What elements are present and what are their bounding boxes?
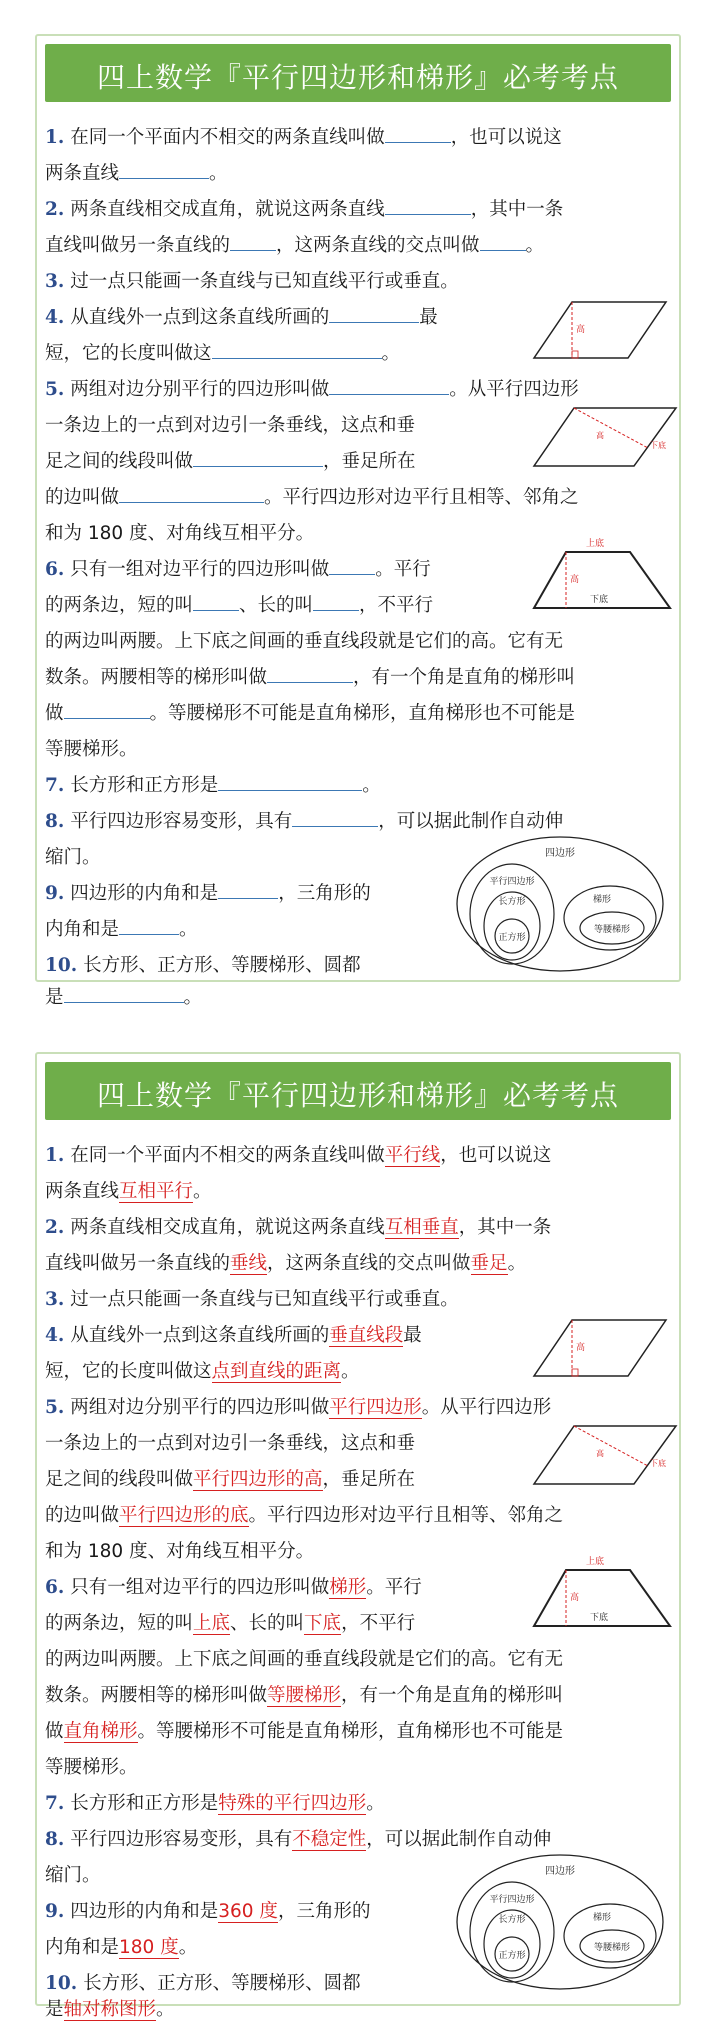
isosceles-trapezoid-label: 等腰梯形 — [593, 925, 631, 935]
question-9-cont: 内角和是 。 — [45, 912, 198, 948]
trapezoid-figure — [530, 532, 680, 614]
answer: 上底 — [193, 1613, 231, 1634]
question-4: 4. 从直线外一点到这条直线所画的 最 — [45, 300, 438, 336]
height-label: 高 — [570, 575, 580, 585]
question-1: 1. 在同一个平面内不相交的两条直线叫做 ，也可以说这 — [45, 120, 562, 156]
question-6-cont: 的两条边，短的叫 、长的叫 ，不平行 — [45, 588, 433, 624]
page-title: 四上数学『平行四边形和梯形』必考考点 — [96, 61, 619, 94]
blank[interactable] — [292, 804, 378, 827]
question-6-cont: 数条。两腰相等的梯形叫做 ，有一个角是直角的梯形叫 — [45, 660, 575, 696]
title-banner — [45, 1062, 671, 1120]
question-9-cont: 内角和是180 度。 — [45, 1937, 198, 1958]
quadrilateral-label: 四边形 — [545, 1866, 575, 1877]
question-1: 1. 在同一个平面内不相交的两条直线叫做平行线，也可以说这 — [45, 1145, 552, 1166]
question-6: 6. 只有一组对边平行的四边形叫做梯形。平行 — [45, 1577, 422, 1598]
question-5-cont: 的边叫做平行四边形的底。平行四边形对边平行且相等、邻角之 — [45, 1505, 564, 1526]
question-7: 7. 长方形和正方形是特殊的平行四边形。 — [45, 1793, 385, 1814]
rectangle-label: 长方形 — [498, 1915, 526, 1925]
height-label: 高 — [596, 431, 604, 440]
answer: 直角梯形 — [63, 1721, 138, 1742]
blank[interactable] — [329, 552, 375, 575]
question-6-cont: 做 。等腰梯形不可能是直角梯形，直角梯形也不可能是 — [45, 696, 575, 732]
trapezoid-figure — [530, 1550, 680, 1632]
blank[interactable] — [119, 156, 209, 179]
height-label: 高 — [576, 325, 586, 335]
answer: 特殊的平行四边形 — [218, 1793, 367, 1814]
question-6-cont: 的两条边，短的叫上底、长的叫下底，不平行 — [45, 1613, 416, 1634]
question-5-cont: 和为 180 度、对角线互相平分。 — [45, 523, 315, 544]
question-2-cont: 直线叫做另一条直线的 ，这两条直线的交点叫做 。 — [45, 228, 544, 264]
question-4-cont: 短，它的长度叫做这点到直线的距离。 — [45, 1361, 360, 1382]
answer: 垂线 — [230, 1253, 268, 1274]
answer: 轴对称图形 — [63, 1999, 157, 2020]
parallelogram-height-figure — [530, 294, 670, 368]
blank[interactable] — [119, 912, 179, 935]
parallelogram-diagonal-height-figure — [530, 1420, 680, 1494]
trapezoid-label: 梯形 — [592, 1913, 612, 1923]
question-6-cont: 的两边叫两腰。上下底之间画的垂直线段就是它们的高。它有无 — [45, 631, 564, 652]
height-label: 高 — [596, 1449, 604, 1458]
blank[interactable] — [329, 372, 449, 395]
question-8-cont: 缩门。 — [45, 847, 101, 868]
answer-suffix: 。 — [156, 1999, 175, 2020]
page-title: 四上数学『平行四边形和梯形』必考考点 — [96, 1079, 619, 1112]
title-banner — [45, 44, 671, 102]
blank[interactable] — [329, 300, 419, 323]
answer: 互相垂直 — [384, 1217, 459, 1238]
question-8: 8. 平行四边形容易变形，具有 ，可以据此制作自动伸 — [45, 804, 563, 840]
question-9: 9. 四边形的内角和是 ，三角形的 — [45, 876, 371, 912]
question-6-cont: 等腰梯形。 — [45, 1757, 138, 1778]
question-1-cont: 两条直线 。 — [45, 156, 228, 192]
rectangle-label: 长方形 — [498, 897, 526, 907]
quadrilateral-label: 四边形 — [545, 848, 575, 859]
answer: 不稳定性 — [292, 1829, 367, 1850]
answer-prefix: 是 — [45, 1999, 64, 2020]
question-9: 9. 四边形的内角和是360 度，三角形的 — [45, 1901, 371, 1922]
question-2: 2. 两条直线相交成直角，就说这两条直线 ，其中一条 — [45, 192, 563, 228]
answer: 垂足 — [470, 1253, 508, 1274]
blank[interactable] — [313, 588, 359, 611]
question-5-cont: 足之间的线段叫做平行四边形的高，垂足所在 — [45, 1469, 416, 1490]
answer: 互相平行 — [119, 1181, 194, 1202]
question-5-cont: 的边叫做 。平行四边形对边平行且相等、邻角之 — [45, 480, 579, 516]
blank[interactable] — [480, 228, 526, 251]
quadrilateral-venn-figure — [452, 834, 666, 974]
blank[interactable] — [385, 120, 451, 143]
blank[interactable] — [218, 768, 362, 791]
answer: 平行四边形的高 — [193, 1469, 323, 1490]
blank[interactable] — [64, 980, 184, 1003]
blank[interactable] — [230, 228, 276, 251]
question-2: 2. 两条直线相交成直角，就说这两条直线互相垂直，其中一条 — [45, 1217, 552, 1238]
question-10-cont: 是 。 — [45, 980, 202, 1016]
parallelogram-height-figure — [530, 1312, 670, 1386]
answer: 垂直线段 — [329, 1325, 404, 1346]
height-label: 高 — [576, 1343, 586, 1353]
question-5-cont: 一条边上的一点到对边引一条垂线，这点和垂 — [45, 415, 416, 436]
answer: 点到直线的距离 — [211, 1361, 342, 1382]
parallelogram-diagonal-height-figure — [530, 402, 680, 476]
worksheet-answers — [35, 1052, 681, 2020]
answer: 平行四边形的底 — [119, 1505, 249, 1526]
answer: 360 度 — [218, 1901, 278, 1922]
isosceles-trapezoid-label: 等腰梯形 — [593, 1943, 631, 1953]
answer: 180 度 — [119, 1937, 179, 1958]
question-2-cont: 直线叫做另一条直线的垂线，这两条直线的交点叫做垂足。 — [45, 1253, 527, 1274]
blank[interactable] — [193, 588, 239, 611]
blank[interactable] — [193, 444, 323, 467]
question-6-cont: 数条。两腰相等的梯形叫做等腰梯形，有一个角是直角的梯形叫 — [45, 1685, 564, 1706]
base-label: 下底 — [650, 1459, 666, 1468]
parallelogram-label: 平行四边形 — [489, 1895, 535, 1905]
question-1-cont: 两条直线互相平行。 — [45, 1181, 212, 1202]
question-8-cont: 缩门。 — [45, 1865, 101, 1886]
question-10-cont — [45, 1996, 175, 2024]
bottom-base-label: 下底 — [590, 595, 609, 605]
height-label: 高 — [570, 1593, 580, 1603]
blank[interactable] — [212, 336, 382, 359]
question-5-cont: 一条边上的一点到对边引一条垂线，这点和垂 — [45, 1433, 416, 1454]
worksheet-blank — [35, 34, 681, 1008]
trapezoid-label: 梯形 — [592, 895, 612, 905]
blank[interactable] — [267, 660, 353, 683]
parallelogram-label: 平行四边形 — [489, 877, 535, 887]
answer: 平行四边形 — [329, 1397, 422, 1418]
question-5-cont: 足之间的线段叫做 ，垂足所在 — [45, 444, 416, 480]
question-8: 8. 平行四边形容易变形，具有不稳定性，可以据此制作自动伸 — [45, 1829, 552, 1850]
quadrilateral-venn-figure — [452, 1852, 666, 1992]
question-10: 10. 长方形、正方形、等腰梯形、圆都 — [45, 1973, 361, 1994]
bottom-base-label: 下底 — [590, 1613, 609, 1623]
blank[interactable] — [64, 696, 150, 719]
top-base-label: 上底 — [586, 1557, 605, 1567]
question-3: 3. 过一点只能画一条直线与已知直线平行或垂直。 — [45, 1289, 459, 1310]
square-label: 正方形 — [498, 933, 526, 943]
square-label: 正方形 — [498, 1951, 526, 1961]
question-4: 4. 从直线外一点到这条直线所画的垂直线段最 — [45, 1325, 422, 1346]
question-3: 3. 过一点只能画一条直线与已知直线平行或垂直。 — [45, 271, 459, 292]
question-6: 6. 只有一组对边平行的四边形叫做 。平行 — [45, 552, 431, 588]
question-6-cont: 做直角梯形。等腰梯形不可能是直角梯形，直角梯形也不可能是 — [45, 1721, 564, 1742]
question-4-cont: 短，它的长度叫做这 。 — [45, 336, 400, 372]
blank[interactable] — [218, 876, 278, 899]
question-7: 7. 长方形和正方形是 。 — [45, 768, 381, 804]
answer: 梯形 — [329, 1577, 367, 1598]
answer: 平行线 — [384, 1145, 441, 1166]
question-10: 10. 长方形、正方形、等腰梯形、圆都 — [45, 955, 361, 976]
base-label: 下底 — [650, 441, 666, 450]
question-6-cont: 的两边叫两腰。上下底之间画的垂直线段就是它们的高。它有无 — [45, 1649, 564, 1670]
blank[interactable] — [119, 480, 264, 503]
blank[interactable] — [385, 192, 471, 215]
top-base-label: 上底 — [586, 539, 605, 549]
answer: 下底 — [304, 1613, 342, 1634]
answer: 等腰梯形 — [267, 1685, 342, 1706]
question-5: 5. 两组对边分别平行的四边形叫做平行四边形。从平行四边形 — [45, 1397, 552, 1418]
question-5-cont: 和为 180 度、对角线互相平分。 — [45, 1541, 315, 1562]
question-6-cont: 等腰梯形。 — [45, 739, 138, 760]
question-5: 5. 两组对边分别平行的四边形叫做 。从平行四边形 — [45, 372, 579, 408]
